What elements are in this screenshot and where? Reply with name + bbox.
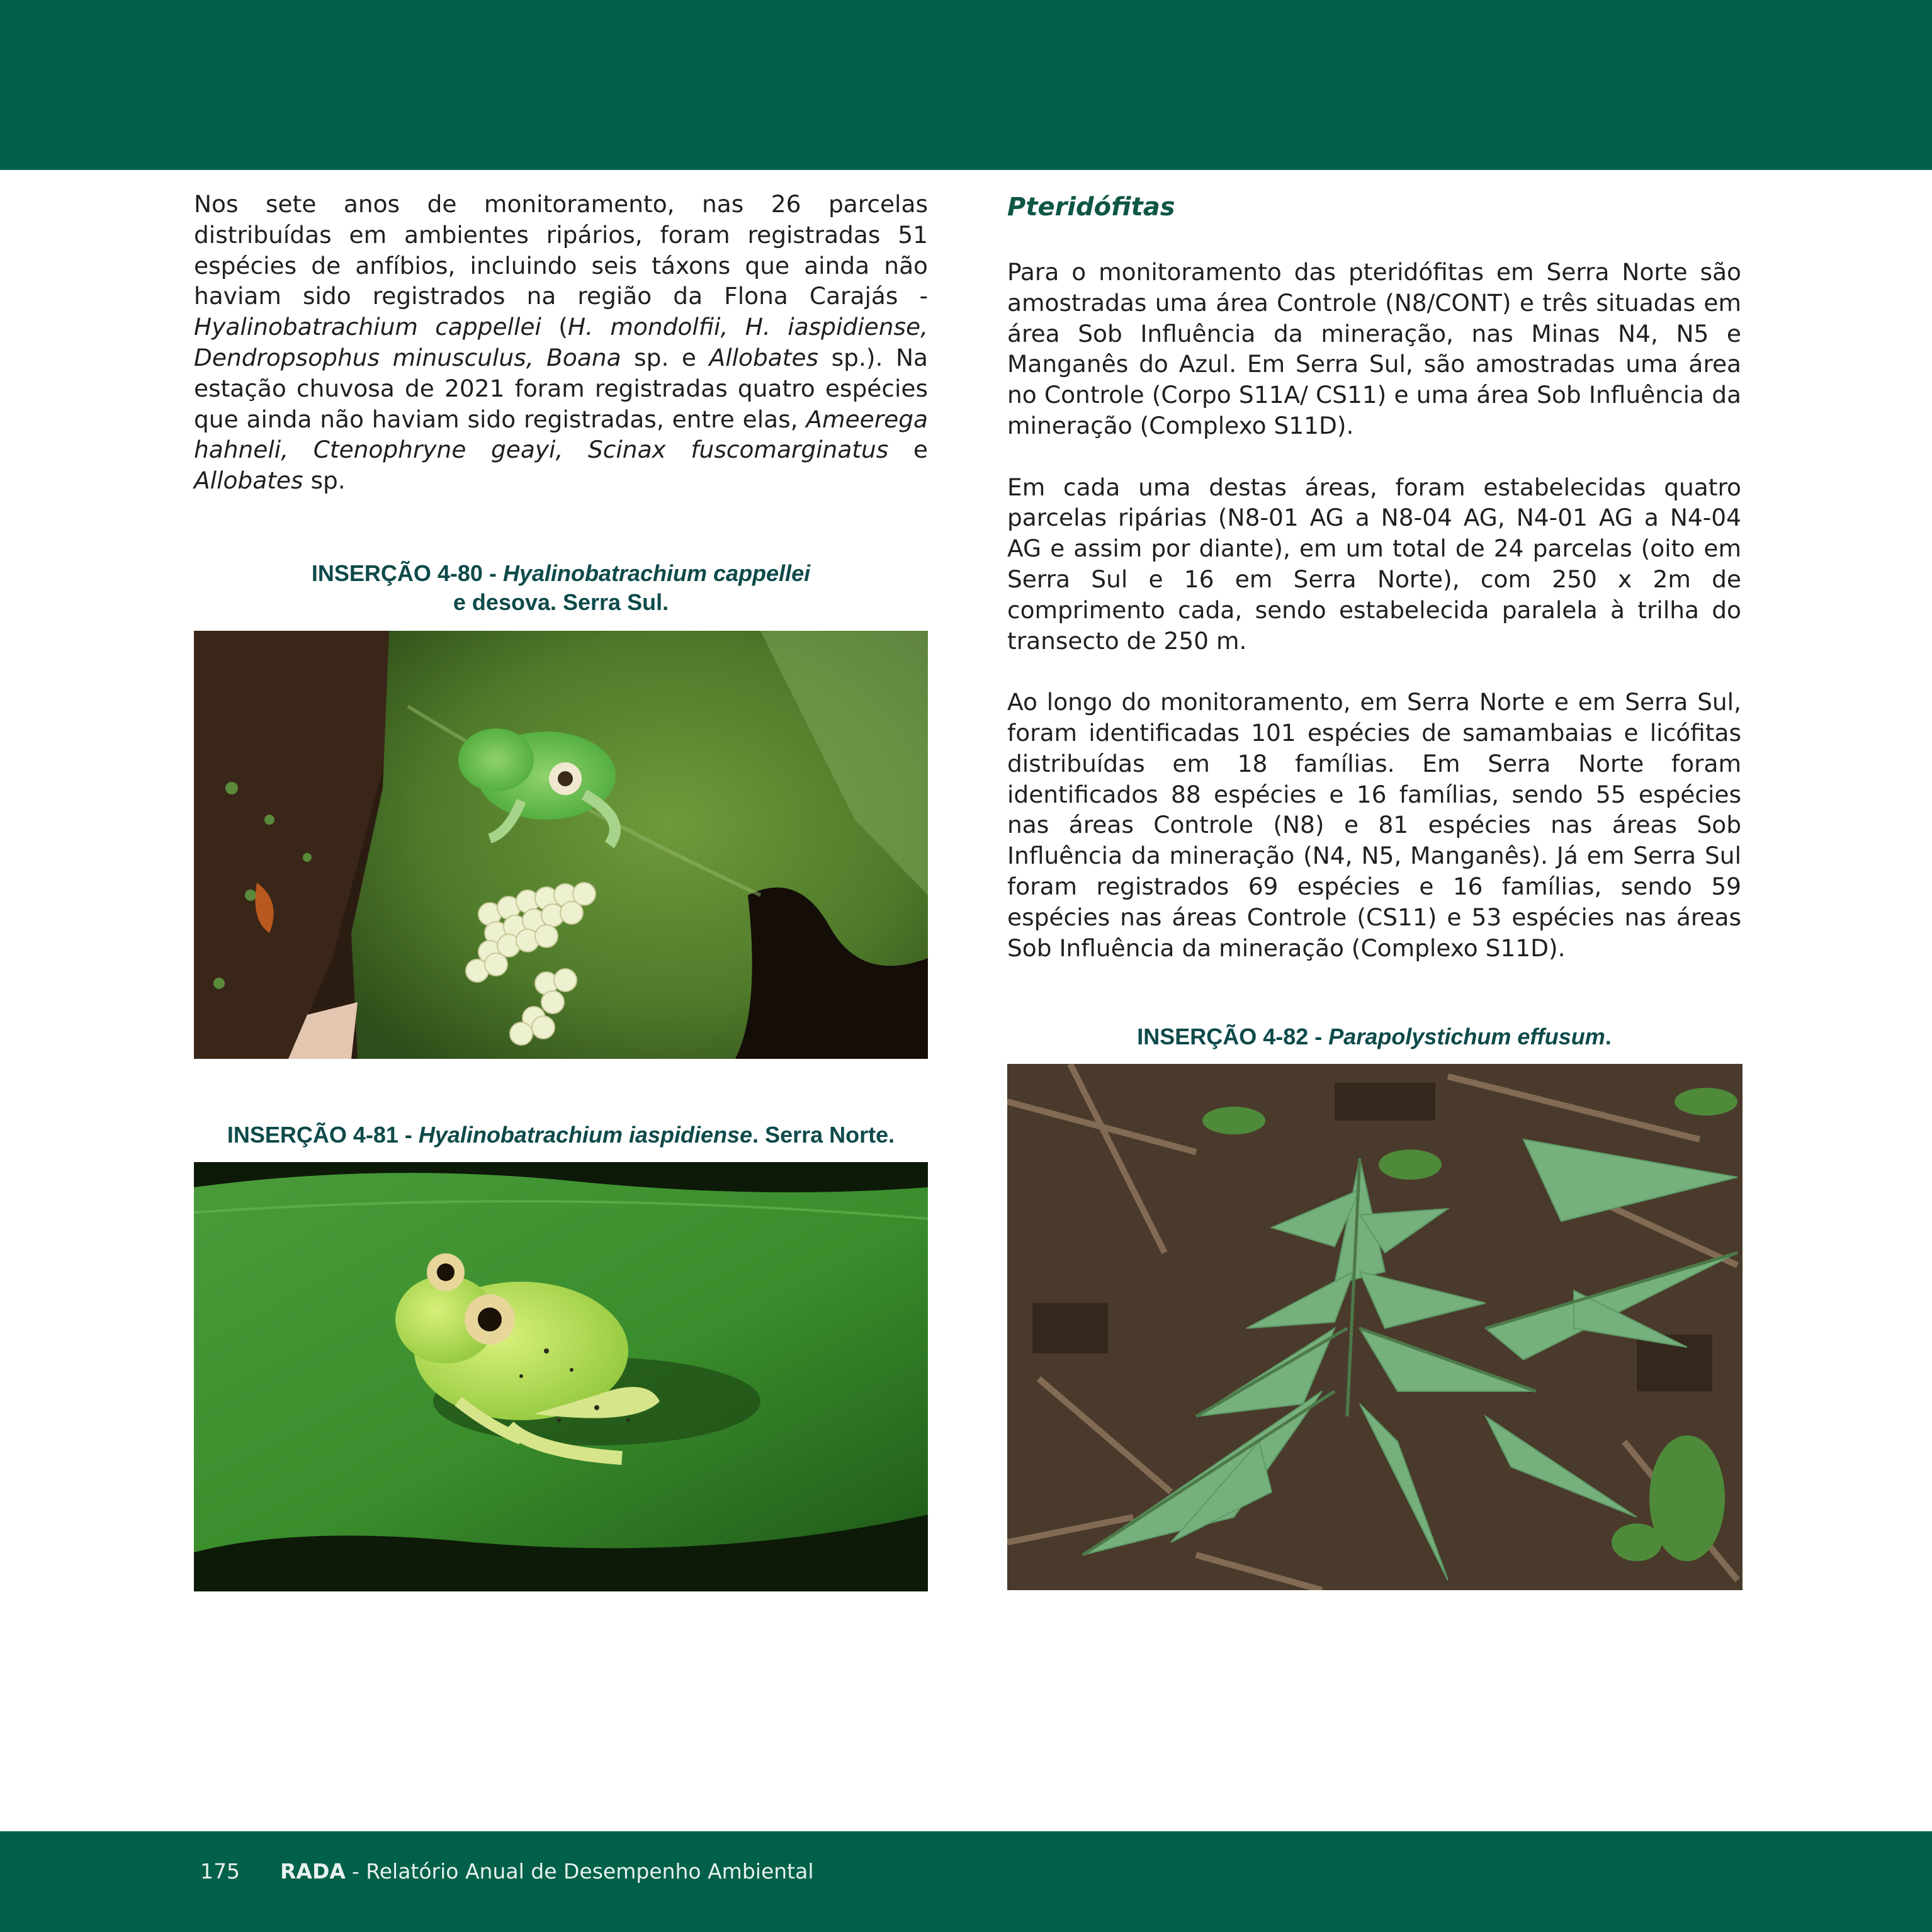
header-band: [0, 0, 1932, 170]
footer-subtitle: - Relatório Anual de Desempenho Ambiental: [351, 1858, 814, 1884]
paragraph-3: Ao longo do monitoramento, em Serra Norte e em Serra Sul, foram identificadas 101 espécies de samambaias e licófitas distribuídas em 18 famílias. Em Serra Norte foram identificados 88 espécies e 16 famílias, sendo 55 espécies nas áreas Controle (N8) e 81 espécies nas áreas Sob Influência da mineração (N4, N5, Manganês). Já em Serra Sul foram registrados 69 espécies e 16 famílias, sendo 59 espécies nas áreas Controle (CS11) e 53 espécies nas áreas Sob Influência da mineração (Complexo S11D).: [1007, 688, 1741, 962]
page-number: 175: [200, 1858, 240, 1884]
paragraph-2: Em cada uma destas áreas, foram estabelecidas quatro parcelas ripárias (N8-01 AG a N8-04 AG, N4-01 AG a N4-04 AG e assim por diante), em um total de 24 parcelas (oito em Serra Sul e 16 em Serra Norte), com 250 x 2m de comprimento cada, sendo estabelecida paralela à trilha do transecto de 250 m.: [1007, 473, 1741, 655]
figure-caption-4-80: INSERÇÃO 4-80 - Hyalinobatrachium cappellei e desova. Serra Sul.: [311, 560, 811, 615]
left-column: [194, 189, 928, 496]
figure-caption-4-81: INSERÇÃO 4-81 - Hyalinobatrachium iaspidiense. Serra Norte.: [227, 1122, 895, 1148]
footer: [200, 1852, 814, 1890]
section-heading: Pteridófitas: [1007, 193, 1175, 222]
photo-fern: [1007, 1064, 1743, 1590]
figure-caption-4-82: INSERÇÃO 4-82 - Parapolystichum effusum.: [1137, 1024, 1612, 1049]
right-column: [1007, 257, 1741, 963]
photo-glass-frog-eggs: [194, 631, 928, 1059]
photo-glass-frog-leaf: [194, 1162, 928, 1591]
footer-brand: RADA: [280, 1858, 346, 1884]
paragraph-1: Para o monitoramento das pteridófitas em Serra Norte são amostradas uma área Controle (N8/CONT) e três situadas em área Sob Influência da mineração, nas Minas N4, N5 e Manganês do Azul. Em Serra Sul, são amostradas uma área no Controle (Corpo S11A/ CS11) e uma área Sob Influência da mineração (Complexo S11D).: [1007, 258, 1741, 439]
intro-paragraph: Nos sete anos de monitoramento, nas 26 parcelas distribuídas em ambientes ripários, foram registradas 51 espécies de anfíbios, incluindo seis táxons que ainda não haviam sido registrados na região da Flona Carajás - Hyalinobatrachium cappellei (H. mondolfii, H. iaspidiense, Dendropsophus minusculus, Boana sp. e Allobates sp.). Na estação chuvosa de 2021 foram registradas quatro espécies que ainda não haviam sido registradas, entre elas, Ameerega hahneli, Ctenophryne geayi, Scinax fuscomarginatus e Allobates sp.: [194, 190, 929, 495]
